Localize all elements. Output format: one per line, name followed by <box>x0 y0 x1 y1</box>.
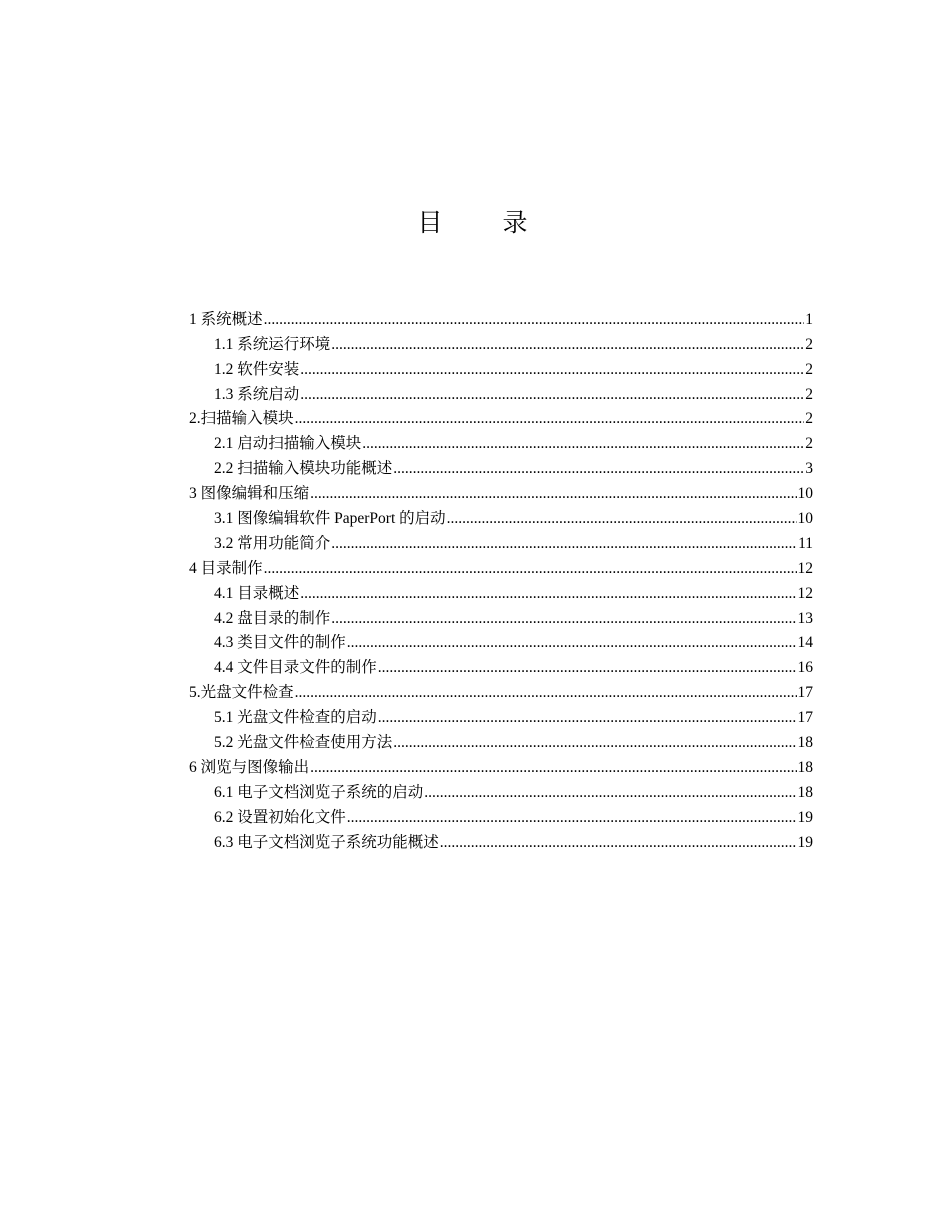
toc-entry[interactable] <box>189 679 813 704</box>
toc-entry[interactable] <box>189 605 813 630</box>
toc-entry[interactable] <box>189 555 813 580</box>
toc-entry-label: 6.3 电子文档浏览子系统功能概述 <box>214 833 439 851</box>
toc-entry-page-number: 2 <box>805 410 813 428</box>
toc-entry-label: 4.1 目录概述 <box>214 584 300 602</box>
toc-dot-leader <box>295 408 805 430</box>
toc-entry-label: 2.2 扫描输入模块功能概述 <box>214 460 393 478</box>
toc-dot-leader <box>393 732 796 754</box>
toc-dot-leader <box>447 508 797 530</box>
toc-entry-page-number: 14 <box>797 634 813 652</box>
toc-entry[interactable] <box>189 729 813 754</box>
toc-dot-leader <box>264 558 797 580</box>
toc-dot-leader <box>310 483 796 505</box>
toc-entry-page-number: 18 <box>797 734 813 752</box>
toc-entry-page-number: 19 <box>797 833 813 851</box>
toc-entry-label: 1.3 系统启动 <box>214 385 300 403</box>
toc-dot-leader <box>331 334 804 356</box>
toc-entry[interactable] <box>189 580 813 605</box>
toc-entry-page-number: 2 <box>805 435 813 453</box>
toc-dot-leader <box>362 433 804 455</box>
toc-entry-label: 1.1 系统运行环境 <box>214 335 331 353</box>
toc-entry-label: 3 图像编辑和压缩 <box>189 485 310 503</box>
toc-dot-leader <box>300 583 796 605</box>
toc-entry-label: 3.2 常用功能简介 <box>214 534 331 552</box>
toc-entry-page-number: 10 <box>797 485 813 503</box>
toc-entry-page-number: 12 <box>797 584 813 602</box>
toc-entry-label: 2.1 启动扫描输入模块 <box>214 435 362 453</box>
toc-entry-label: 5.2 光盘文件检查使用方法 <box>214 734 393 752</box>
toc-entry-label: 6 浏览与图像输出 <box>189 758 310 776</box>
toc-entry[interactable] <box>189 430 813 455</box>
toc-entry[interactable] <box>189 654 813 679</box>
toc-dot-leader <box>295 682 797 704</box>
toc-entry-label: 6.2 设置初始化文件 <box>214 808 346 826</box>
toc-dot-leader <box>378 657 797 679</box>
toc-dot-leader <box>347 807 797 829</box>
toc-entry-page-number: 17 <box>797 709 813 727</box>
toc-entry-label: 2.扫描输入模块 <box>189 410 294 428</box>
toc-entry[interactable] <box>189 754 813 779</box>
toc-entry-label: 3.1 图像编辑软件 PaperPort 的启动 <box>214 510 446 528</box>
toc-entry-page-number: 12 <box>797 559 813 577</box>
toc-entry[interactable] <box>189 704 813 729</box>
toc-dot-leader <box>424 782 796 804</box>
toc-entry-label: 1.2 软件安装 <box>214 360 300 378</box>
toc-entry-page-number: 1 <box>805 310 813 328</box>
toc-entry[interactable] <box>189 630 813 655</box>
toc-entry-label: 4.4 文件目录文件的制作 <box>214 659 377 677</box>
toc-entry-page-number: 2 <box>805 360 813 378</box>
toc-entry-page-number: 17 <box>797 684 813 702</box>
toc-entry[interactable] <box>189 779 813 804</box>
toc-dot-leader <box>264 309 805 331</box>
toc-dot-leader <box>331 608 796 630</box>
toc-dot-leader <box>300 359 804 381</box>
toc-entry-page-number: 18 <box>797 758 813 776</box>
toc-entry-page-number: 3 <box>805 460 813 478</box>
toc-dot-leader <box>378 707 797 729</box>
toc-entry-page-number: 18 <box>797 783 813 801</box>
toc-entry-page-number: 10 <box>797 510 813 528</box>
toc-dot-leader <box>310 757 796 779</box>
toc-entry[interactable] <box>189 406 813 431</box>
toc-entry-label: 5.光盘文件检查 <box>189 684 294 702</box>
toc-entry-label: 4 目录制作 <box>189 559 263 577</box>
toc-entry[interactable] <box>189 804 813 829</box>
toc-dot-leader <box>440 832 797 854</box>
toc-entry[interactable] <box>189 480 813 505</box>
toc-entry[interactable] <box>189 829 813 854</box>
toc-entry-label: 4.3 类目文件的制作 <box>214 634 346 652</box>
toc-entry-label: 6.1 电子文档浏览子系统的启动 <box>214 783 424 801</box>
toc-dot-leader <box>300 384 804 406</box>
toc-entry-page-number: 16 <box>797 659 813 677</box>
toc-dot-leader <box>347 632 797 654</box>
toc-entry-page-number: 13 <box>797 609 813 627</box>
toc-entry[interactable] <box>189 381 813 406</box>
toc-dot-leader <box>393 458 804 480</box>
toc-entry[interactable] <box>189 505 813 530</box>
table-of-contents <box>189 306 813 854</box>
toc-entry-page-number: 2 <box>805 335 813 353</box>
toc-entry[interactable] <box>189 331 813 356</box>
toc-entry-page-number: 19 <box>797 808 813 826</box>
toc-entry-label: 5.1 光盘文件检查的启动 <box>214 709 377 727</box>
toc-entry[interactable] <box>189 356 813 381</box>
toc-entry[interactable] <box>189 530 813 555</box>
toc-entry-page-number: 11 <box>798 534 813 552</box>
toc-entry[interactable] <box>189 455 813 480</box>
toc-entry[interactable] <box>189 306 813 331</box>
toc-dot-leader <box>331 533 797 555</box>
toc-entry-label: 1 系统概述 <box>189 310 263 328</box>
toc-entry-label: 4.2 盘目录的制作 <box>214 609 331 627</box>
page-title: 目录 <box>417 210 588 237</box>
toc-entry-page-number: 2 <box>805 385 813 403</box>
